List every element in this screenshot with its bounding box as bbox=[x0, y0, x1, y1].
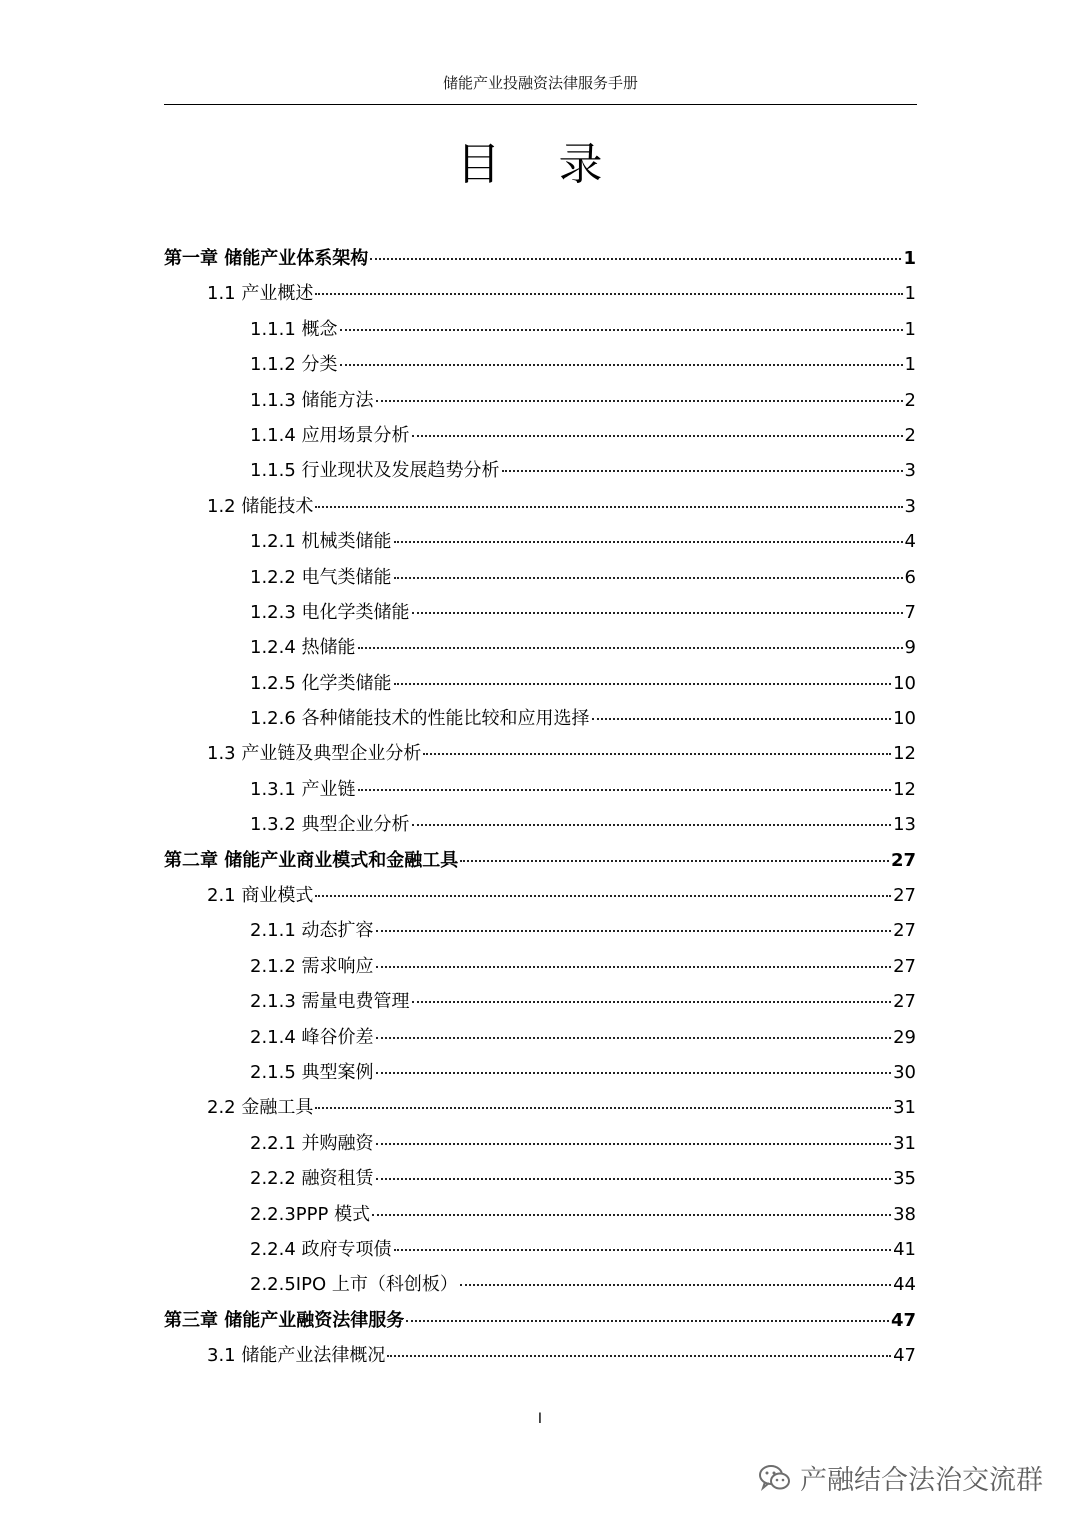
toc-entry-page: 1 bbox=[904, 318, 916, 340]
watermark-text: 产融结合法治交流群 bbox=[800, 1465, 1043, 1496]
toc-leader-dots bbox=[502, 470, 903, 472]
toc-entry-label: 1.2 储能技术 bbox=[207, 495, 314, 517]
toc-leader-dots bbox=[412, 824, 892, 826]
toc-entry-page: 7 bbox=[904, 601, 916, 623]
toc-entry-label: 1.1.5 行业现状及发展趋势分析 bbox=[250, 460, 500, 482]
toc-subsection-entry[interactable] bbox=[164, 669, 916, 704]
toc-subsection-entry[interactable] bbox=[164, 1023, 916, 1058]
toc-subsection-entry[interactable] bbox=[164, 1129, 916, 1164]
toc-entry-label: 第三章 储能产业融资法律服务 bbox=[164, 1309, 405, 1331]
toc-subsection-entry[interactable] bbox=[164, 987, 916, 1022]
toc-entry-page: 44 bbox=[893, 1274, 916, 1296]
toc-leader-dots bbox=[376, 1178, 892, 1180]
toc-entry-label: 1.1 产业概述 bbox=[207, 283, 314, 305]
toc-entry-page: 27 bbox=[893, 920, 916, 942]
toc-entry-label: 第一章 储能产业体系架构 bbox=[164, 248, 369, 269]
toc-leader-dots bbox=[460, 1284, 891, 1286]
toc-leader-dots bbox=[394, 683, 892, 685]
toc-entry-label: 第二章 储能产业商业模式和金融工具 bbox=[164, 849, 459, 871]
toc-subsection-entry[interactable] bbox=[164, 1058, 916, 1093]
toc-leader-dots bbox=[315, 506, 902, 508]
toc-entry-label: 1.1.1 概念 bbox=[250, 318, 338, 340]
toc-entry-page: 1 bbox=[904, 283, 916, 305]
toc-title: 目 录 bbox=[456, 139, 625, 190]
watermark bbox=[758, 1458, 1043, 1497]
toc-entry-page: 9 bbox=[904, 637, 916, 659]
toc-chapter-entry[interactable] bbox=[164, 846, 916, 881]
toc-subsection-entry[interactable] bbox=[164, 350, 916, 385]
toc-leader-dots bbox=[376, 1037, 892, 1039]
toc-entry-label: 1.2.6 各种储能技术的性能比较和应用选择 bbox=[250, 708, 590, 730]
toc-subsection-entry[interactable] bbox=[164, 952, 916, 987]
toc-entry-page: 1 bbox=[903, 248, 916, 269]
toc-subsection-entry[interactable] bbox=[164, 704, 916, 739]
toc-leader-dots bbox=[394, 541, 903, 543]
toc-subsection-entry[interactable] bbox=[164, 456, 916, 491]
toc-entry-label: 1.2.4 热储能 bbox=[250, 637, 356, 659]
toc-entry-label: 1.3.2 典型企业分析 bbox=[250, 814, 410, 836]
toc-entry-page: 2 bbox=[904, 424, 916, 446]
toc-entry-label: 2.2.1 并购融资 bbox=[250, 1132, 374, 1154]
toc-entry-label: 1.3.1 产业链 bbox=[250, 778, 356, 800]
toc-leader-dots bbox=[592, 718, 892, 720]
toc-subsection-entry[interactable] bbox=[164, 1164, 916, 1199]
toc-entry-label: 2.1.2 需求响应 bbox=[250, 955, 374, 977]
toc-subsection-entry[interactable] bbox=[164, 421, 916, 456]
toc-entry-page: 10 bbox=[893, 672, 916, 694]
toc-leader-dots bbox=[358, 789, 892, 791]
toc-section-entry[interactable] bbox=[164, 279, 916, 314]
table-of-contents bbox=[164, 244, 916, 1377]
toc-leader-dots bbox=[370, 258, 901, 260]
toc-entry-page: 10 bbox=[893, 708, 916, 730]
toc-leader-dots bbox=[315, 293, 902, 295]
toc-leader-dots bbox=[358, 647, 903, 649]
toc-entry-page: 4 bbox=[904, 531, 916, 553]
toc-entry-label: 2.1 商业模式 bbox=[207, 885, 314, 907]
toc-entry-page: 31 bbox=[893, 1097, 916, 1119]
toc-entry-page: 3 bbox=[904, 495, 916, 517]
toc-section-entry[interactable] bbox=[164, 881, 916, 916]
toc-entry-label: 2.2 金融工具 bbox=[207, 1097, 314, 1119]
toc-subsection-entry[interactable] bbox=[164, 598, 916, 633]
toc-section-entry[interactable] bbox=[164, 739, 916, 774]
toc-entry-label: 3.1 储能产业法律概况 bbox=[207, 1345, 386, 1367]
toc-entry-label: 1.2.5 化学类储能 bbox=[250, 672, 392, 694]
toc-entry-label: 2.1.4 峰谷价差 bbox=[250, 1026, 374, 1048]
toc-subsection-entry[interactable] bbox=[164, 1235, 916, 1270]
toc-subsection-entry[interactable] bbox=[164, 1200, 916, 1235]
toc-entry-label: 1.1.3 储能方法 bbox=[250, 389, 374, 411]
page-number: I bbox=[537, 1411, 543, 1427]
toc-section-entry[interactable] bbox=[164, 492, 916, 527]
toc-section-entry[interactable] bbox=[164, 1341, 916, 1376]
toc-leader-dots bbox=[423, 753, 891, 755]
toc-entry-page: 6 bbox=[904, 566, 916, 588]
toc-leader-dots bbox=[376, 966, 892, 968]
toc-leader-dots bbox=[340, 364, 903, 366]
toc-entry-page: 38 bbox=[893, 1203, 916, 1225]
toc-leader-dots bbox=[394, 1249, 892, 1251]
toc-leader-dots bbox=[376, 930, 892, 932]
toc-entry-label: 2.1.3 需量电费管理 bbox=[250, 991, 410, 1013]
toc-entry-page: 30 bbox=[893, 1061, 916, 1083]
toc-leader-dots bbox=[340, 329, 903, 331]
toc-entry-page: 13 bbox=[893, 814, 916, 836]
toc-entry-page: 2 bbox=[904, 389, 916, 411]
toc-subsection-entry[interactable] bbox=[164, 916, 916, 951]
toc-leader-dots bbox=[406, 1320, 889, 1322]
toc-entry-page: 27 bbox=[893, 991, 916, 1013]
wechat-icon bbox=[758, 1463, 792, 1493]
toc-entry-page: 47 bbox=[890, 1309, 916, 1331]
toc-subsection-entry[interactable] bbox=[164, 315, 916, 350]
toc-subsection-entry[interactable] bbox=[164, 563, 916, 598]
toc-entry-label: 1.3 产业链及典型企业分析 bbox=[207, 743, 422, 765]
toc-entry-label: 2.2.2 融资租赁 bbox=[250, 1168, 374, 1190]
toc-entry-label: 1.2.3 电化学类储能 bbox=[250, 601, 410, 623]
toc-section-entry[interactable] bbox=[164, 1093, 916, 1128]
toc-leader-dots bbox=[412, 612, 903, 614]
toc-leader-dots bbox=[412, 435, 903, 437]
toc-entry-page: 35 bbox=[893, 1168, 916, 1190]
toc-entry-label: 2.2.3PPP 模式 bbox=[250, 1203, 371, 1225]
toc-leader-dots bbox=[372, 1214, 891, 1216]
toc-leader-dots bbox=[315, 895, 891, 897]
toc-subsection-entry[interactable] bbox=[164, 775, 916, 810]
toc-leader-dots bbox=[387, 1355, 891, 1357]
toc-entry-page: 27 bbox=[890, 849, 916, 871]
toc-entry-page: 12 bbox=[893, 778, 916, 800]
toc-subsection-entry[interactable] bbox=[164, 1270, 916, 1305]
toc-chapter-entry[interactable] bbox=[164, 1306, 916, 1341]
running-header: 储能产业投融资法律服务手册 bbox=[442, 74, 638, 92]
toc-entry-page: 31 bbox=[893, 1132, 916, 1154]
toc-leader-dots bbox=[394, 577, 903, 579]
toc-leader-dots bbox=[376, 1072, 892, 1074]
toc-entry-page: 41 bbox=[893, 1238, 916, 1260]
toc-entry-page: 27 bbox=[893, 955, 916, 977]
toc-subsection-entry[interactable] bbox=[164, 386, 916, 421]
toc-entry-page: 29 bbox=[893, 1026, 916, 1048]
toc-leader-dots bbox=[376, 400, 903, 402]
toc-leader-dots bbox=[315, 1107, 891, 1109]
toc-entry-label: 2.1.5 典型案例 bbox=[250, 1061, 374, 1083]
toc-entry-label: 1.1.4 应用场景分析 bbox=[250, 424, 410, 446]
toc-entry-page: 3 bbox=[904, 460, 916, 482]
toc-leader-dots bbox=[460, 860, 889, 862]
toc-subsection-entry[interactable] bbox=[164, 810, 916, 845]
toc-entry-label: 1.2.2 电气类储能 bbox=[250, 566, 392, 588]
toc-subsection-entry[interactable] bbox=[164, 633, 916, 668]
toc-entry-label: 2.2.5IPO 上市（科创板） bbox=[250, 1274, 458, 1296]
toc-chapter-entry[interactable] bbox=[164, 244, 916, 279]
toc-leader-dots bbox=[376, 1143, 892, 1145]
toc-entry-label: 1.1.2 分类 bbox=[250, 354, 338, 376]
toc-entry-page: 27 bbox=[893, 885, 916, 907]
toc-entry-label: 2.1.1 动态扩容 bbox=[250, 920, 374, 942]
toc-entry-label: 1.2.1 机械类储能 bbox=[250, 531, 392, 553]
toc-leader-dots bbox=[412, 1001, 892, 1003]
toc-entry-page: 1 bbox=[904, 354, 916, 376]
toc-entry-page: 12 bbox=[893, 743, 916, 765]
toc-entry-page: 47 bbox=[893, 1345, 916, 1367]
toc-entry-label: 2.2.4 政府专项债 bbox=[250, 1238, 392, 1260]
toc-subsection-entry[interactable] bbox=[164, 527, 916, 562]
header-rule bbox=[164, 104, 917, 105]
